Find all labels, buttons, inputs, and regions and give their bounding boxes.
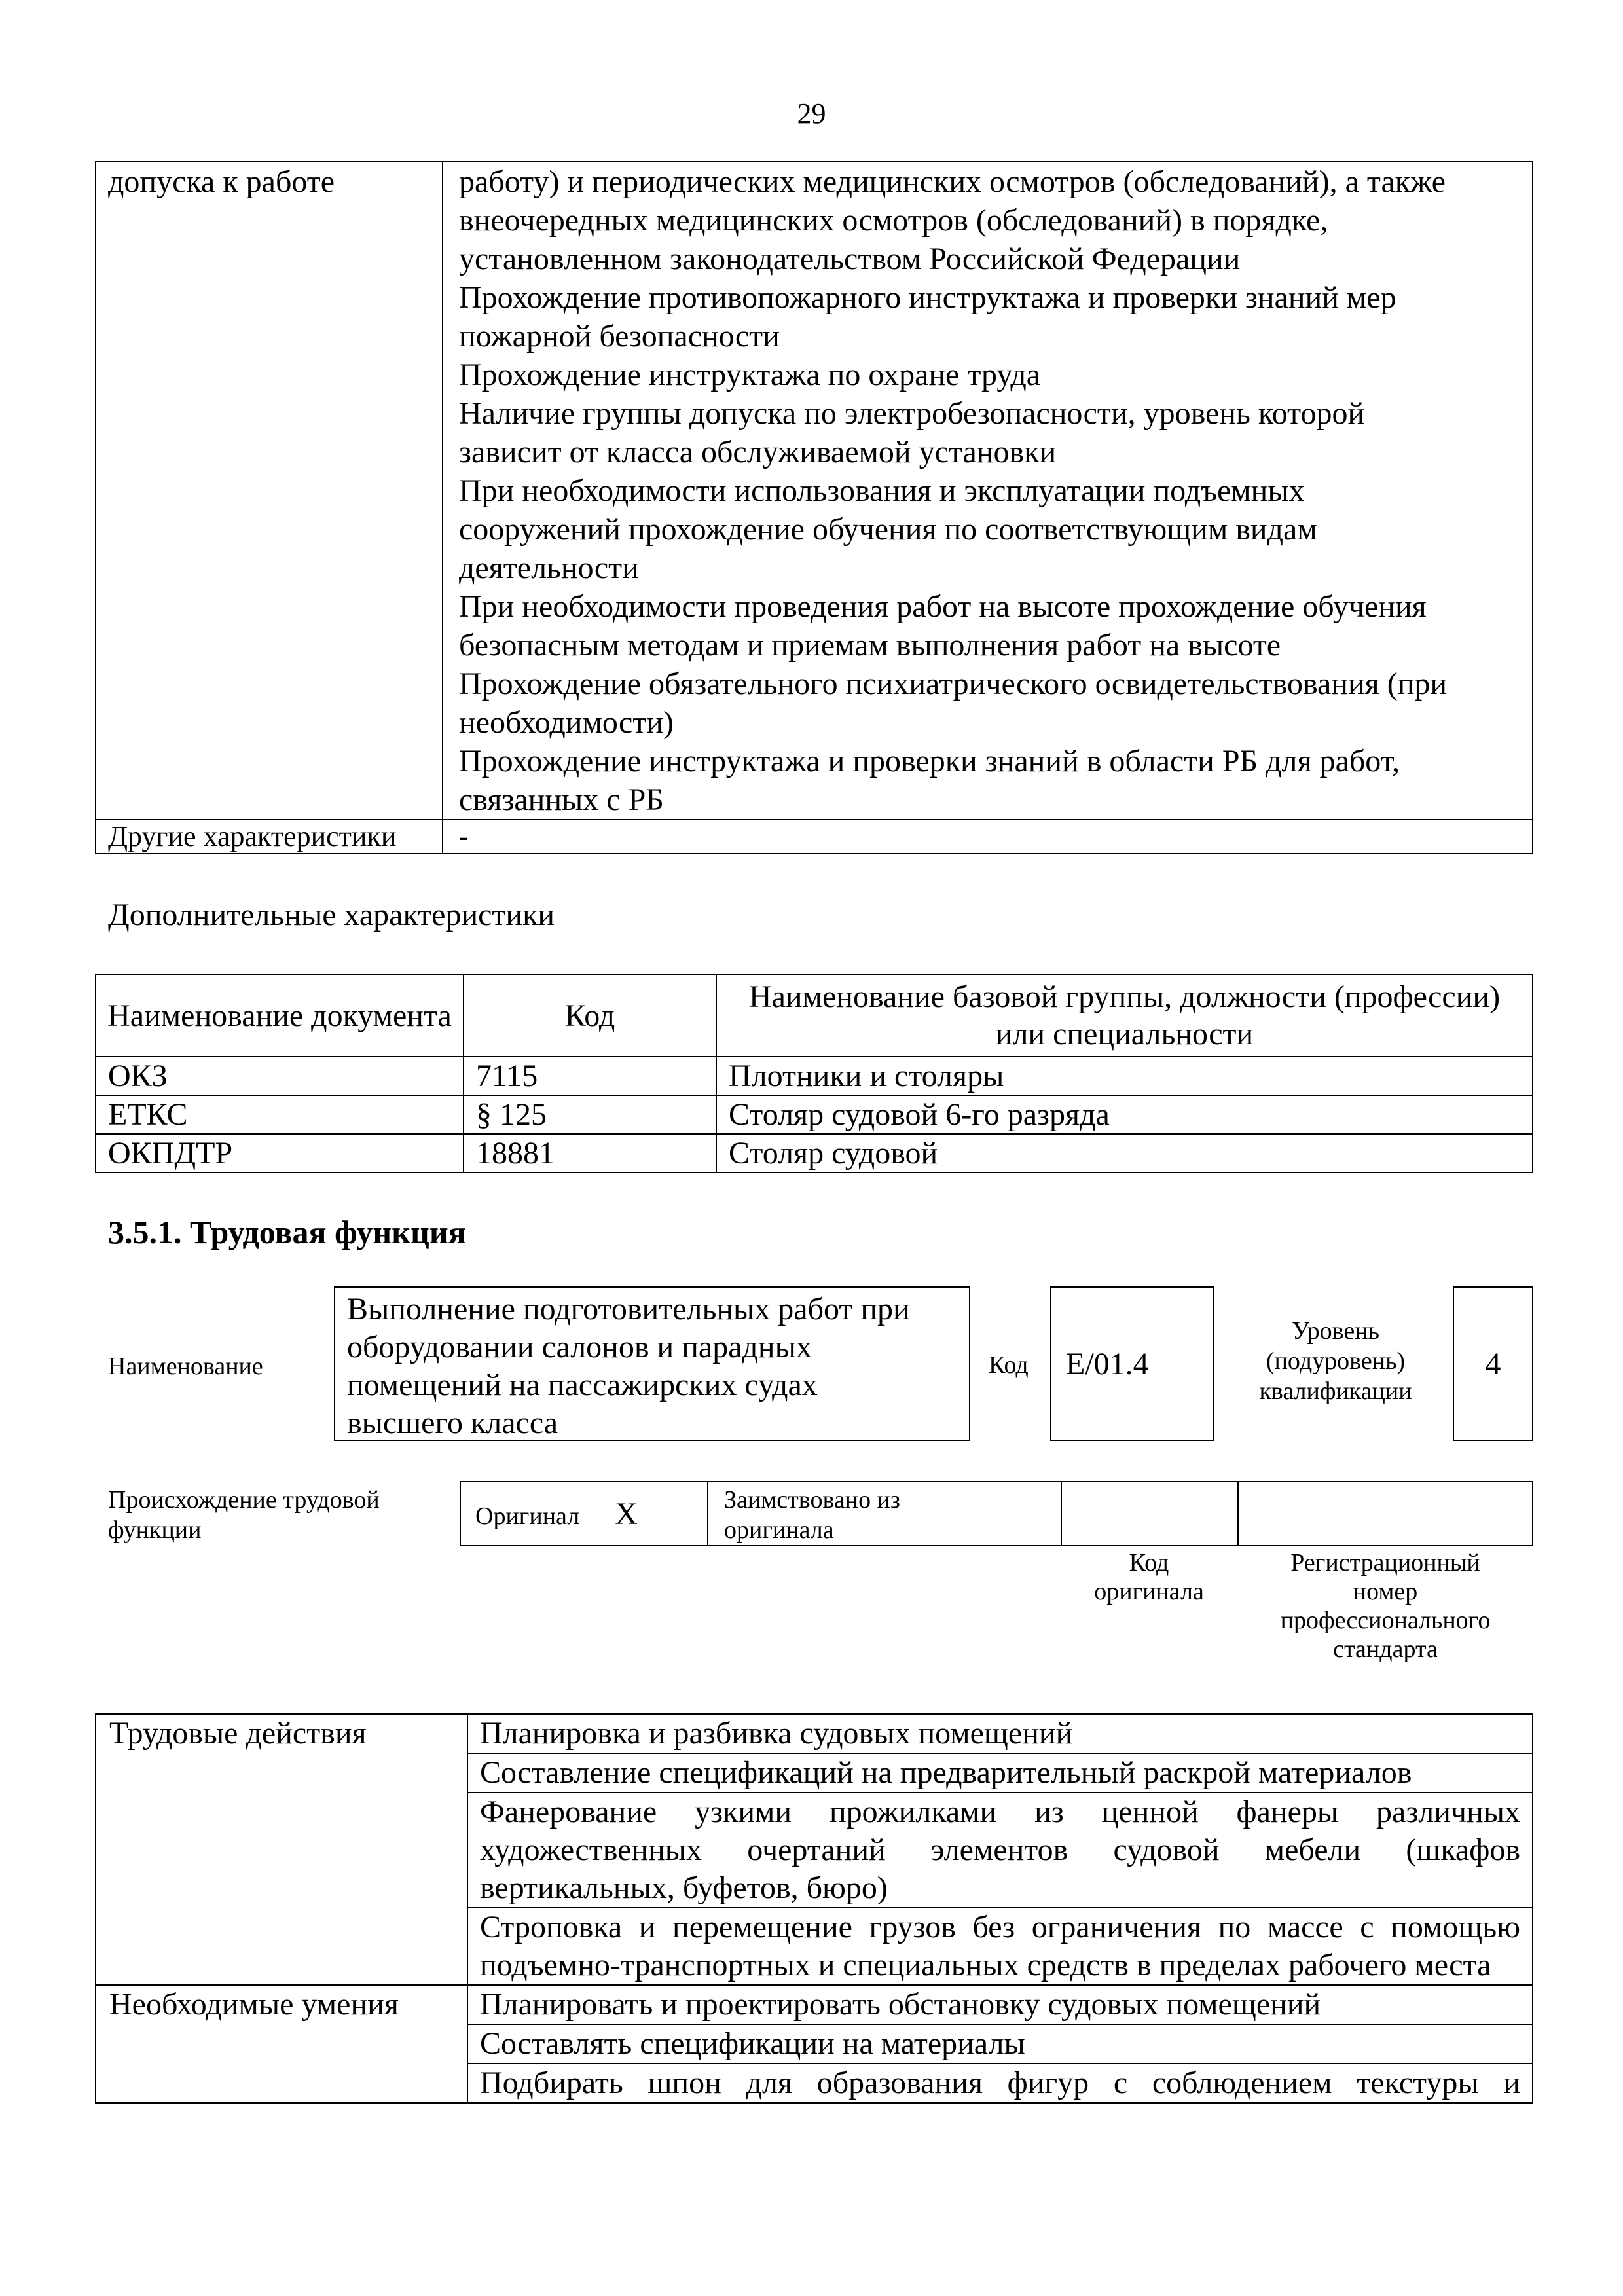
requirement-line: Прохождение инструктажа по охране труда [459, 357, 1041, 392]
header-group: Наименование базовой группы, должности (профессии) или специальности [716, 974, 1533, 1057]
requirement-line: При необходимости проведения работ на высоте прохождение обучения [459, 589, 1427, 624]
cell-group: Плотники и столяры [716, 1057, 1533, 1095]
origin-label [108, 1485, 380, 1545]
requirements-table [95, 161, 1533, 854]
requirement-line: внеочередных медицинских осмотров (обследований) в порядке, [459, 203, 1328, 238]
original-code-cell [1061, 1482, 1238, 1546]
function-heading: 3.5.1. Трудовая функция [108, 1214, 466, 1250]
requirement-line: пожарной безопасности [459, 319, 780, 354]
skills-label: Необходимые умения [96, 1985, 467, 2103]
cell-document: ОКЗ [96, 1057, 464, 1095]
requirement-line: Наличие группы допуска по электробезопасности, уровень которой [459, 396, 1365, 431]
function-name-line: помещений на пассажирских судах [347, 1368, 818, 1402]
caption-line: Код [1129, 1549, 1169, 1576]
cell-code: 7115 [464, 1057, 716, 1095]
requirements-list [443, 162, 1533, 820]
cell-group: Столяр судовой 6-го разряда [716, 1095, 1533, 1134]
origin-label-line: функции [108, 1516, 202, 1544]
action-item: Планировка и разбивка судовых помещений [467, 1714, 1533, 1753]
caption-line: стандарта [1333, 1635, 1438, 1663]
cell-document: ОКПДТР [96, 1134, 464, 1173]
requirement-line: связанных с РБ [459, 782, 664, 817]
skill-item: Подбирать шпон для образования фигур с соблюдением текстуры и [467, 2064, 1533, 2103]
table-row [96, 1095, 1533, 1134]
level-label-line: Уровень [1292, 1317, 1379, 1345]
requirement-line: Прохождение инструктажа и проверки знаний в области РБ для работ, [459, 744, 1400, 778]
actions-table [95, 1713, 1533, 2104]
header-document: Наименование документа [96, 974, 464, 1057]
additional-title: Дополнительные характеристики [108, 898, 555, 932]
origin-table [460, 1481, 1533, 1546]
level-box [1453, 1286, 1533, 1441]
caption-line: профессионального [1280, 1607, 1491, 1634]
cell-code: 18881 [464, 1134, 716, 1173]
function-code-value: E/01.4 [1066, 1346, 1149, 1381]
borrowed-cell [708, 1482, 1061, 1546]
requirement-line: работу) и периодических медицинских осмотров (обследований), а также [459, 164, 1446, 199]
level-label [1231, 1316, 1440, 1406]
level-value: 4 [1485, 1346, 1501, 1381]
code-original-caption [1061, 1548, 1237, 1606]
requirement-line: безопасным методам и приемам выполнения работ на высоте [459, 628, 1281, 663]
level-label-line: (подуровень) [1266, 1347, 1406, 1375]
cell-document: ЕТКС [96, 1095, 464, 1134]
reg-number-cell [1238, 1482, 1533, 1546]
other-characteristics-value: - [443, 820, 1533, 854]
original-label: Оригинал [475, 1502, 580, 1530]
requirement-line: сооружений прохождение обучения по соответствующим видам [459, 512, 1317, 547]
code-label: Код [989, 1351, 1029, 1379]
function-name-line: Выполнение подготовительных работ при [347, 1292, 910, 1326]
function-name-line: оборудовании салонов и парадных [347, 1330, 812, 1364]
action-item: Фанерование узкими прожилками из ценной фанеры различных художественных очертаний элементов судовой мебели (шкафов вертикальных, буфетов, бюро) [467, 1793, 1533, 1908]
origin-label-line: Происхождение трудовой [108, 1486, 380, 1514]
function-name-line: высшего класса [347, 1406, 558, 1440]
reg-number-caption [1237, 1548, 1533, 1664]
original-cell [460, 1482, 708, 1546]
requirement-line: установленном законодательством Российской Федерации [459, 242, 1241, 276]
function-name-box [334, 1286, 970, 1441]
original-mark: X [615, 1496, 638, 1531]
skill-item: Планировать и проектировать обстановку судовых помещений [467, 1985, 1533, 2024]
requirement-line: деятельности [459, 551, 639, 585]
page-number: 29 [797, 98, 826, 130]
requirement-line: необходимости) [459, 705, 674, 740]
table-row [96, 1134, 1533, 1173]
action-item: Строповка и перемещение грузов без ограничения по массе с помощью подъемно-транспортных и специальных средств в пределах рабочего места [467, 1908, 1533, 1985]
function-code-box [1050, 1286, 1214, 1441]
action-item: Составление спецификаций на предварительный раскрой материалов [467, 1753, 1533, 1793]
cell-code: § 125 [464, 1095, 716, 1134]
name-label: Наименование [108, 1353, 263, 1380]
requirement-line: Прохождение обязательного психиатрического освидетельствования (при [459, 666, 1448, 701]
cell-group: Столяр судовой [716, 1134, 1533, 1173]
borrowed-line: Заимствовано из [724, 1486, 900, 1514]
requirement-line: Прохождение противопожарного инструктажа и проверки знаний мер [459, 280, 1396, 315]
header-code: Код [464, 974, 716, 1057]
level-label-line: квалификации [1259, 1377, 1412, 1405]
actions-label: Трудовые действия [96, 1714, 467, 1985]
borrowed-line: оригинала [724, 1516, 834, 1544]
requirement-line: При необходимости использования и эксплуатации подъемных [459, 473, 1305, 508]
additional-table [95, 974, 1533, 1173]
requirement-line: зависит от класса обслуживаемой установки [459, 435, 1057, 469]
requirements-label: допуска к работе [96, 162, 443, 820]
caption-line: номер [1353, 1578, 1418, 1605]
table-row [96, 1057, 1533, 1095]
skill-item: Составлять спецификации на материалы [467, 2024, 1533, 2064]
caption-line: оригинала [1094, 1578, 1204, 1605]
other-characteristics-label: Другие характеристики [96, 820, 443, 854]
caption-line: Регистрационный [1290, 1549, 1480, 1576]
